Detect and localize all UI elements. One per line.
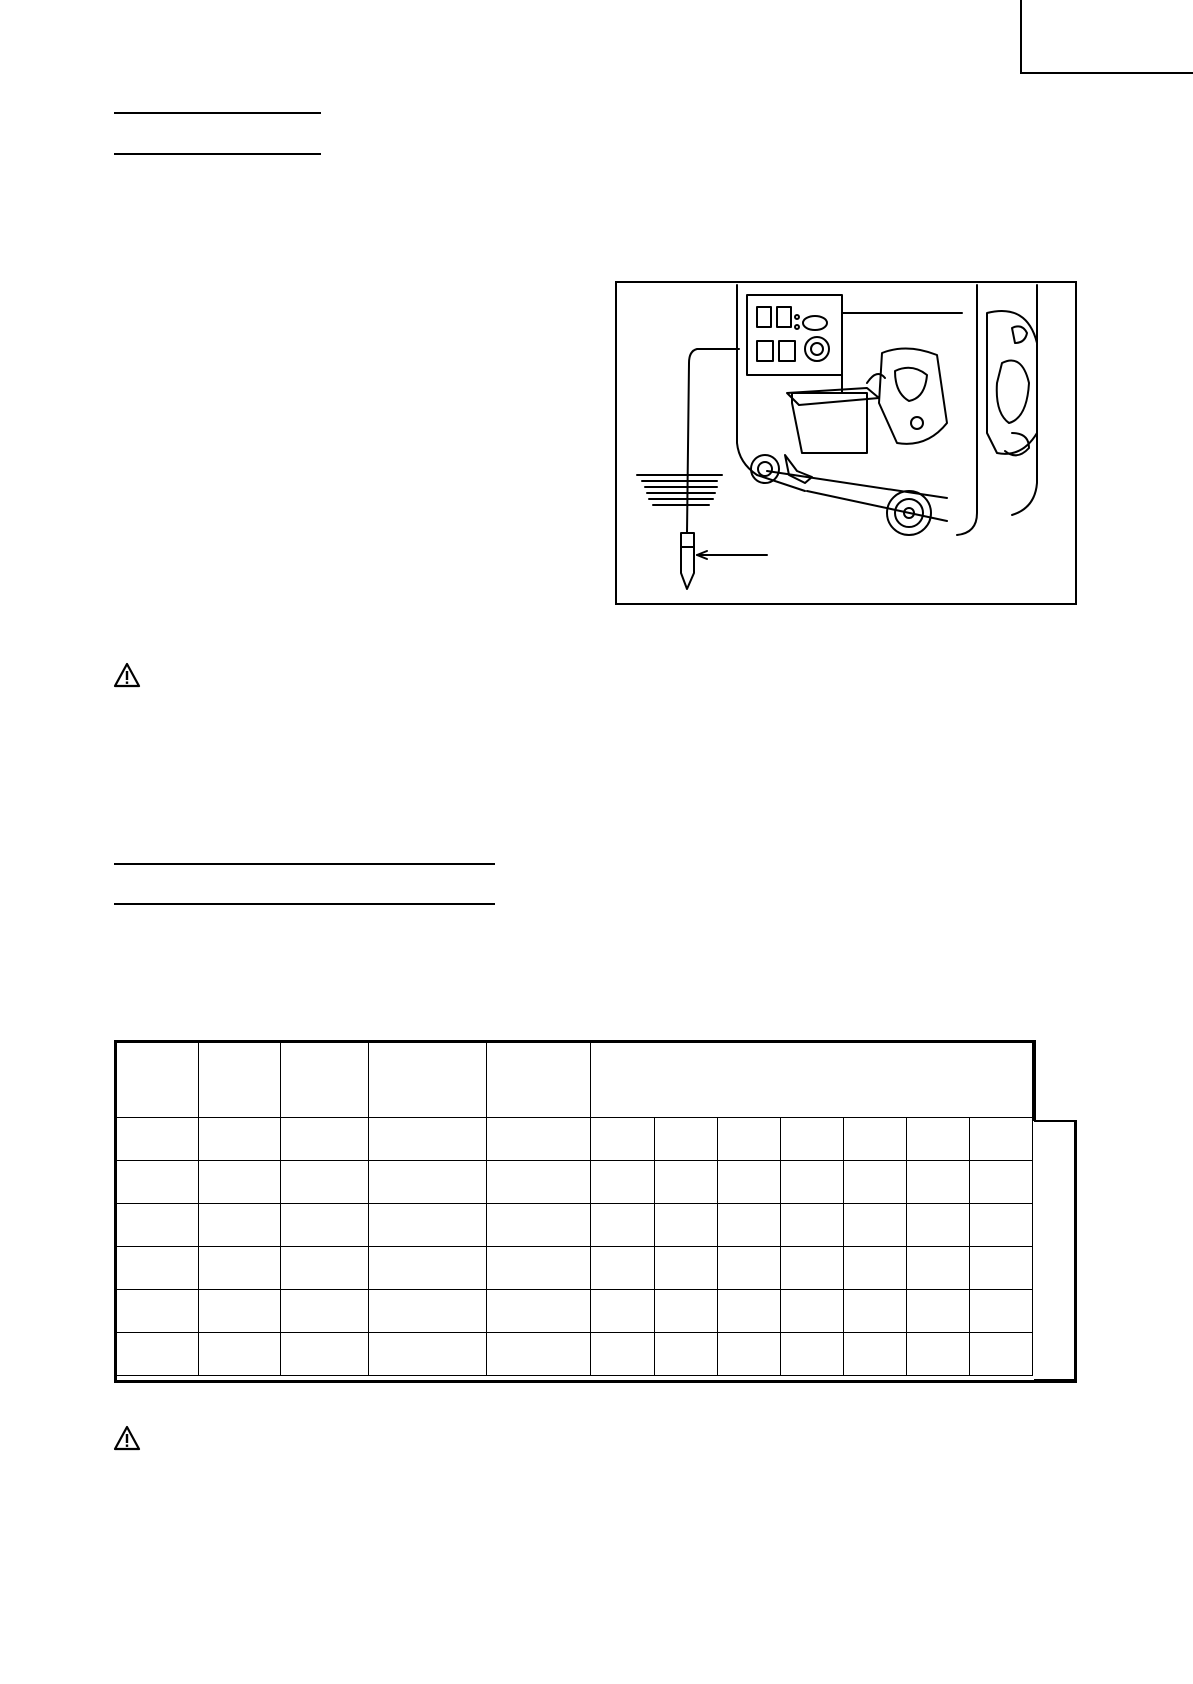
table-cell <box>591 1333 655 1376</box>
table-cell <box>115 1290 199 1333</box>
table-cell <box>970 1204 1033 1247</box>
table-cell <box>591 1247 655 1290</box>
table-cell <box>718 1204 781 1247</box>
table-cell <box>844 1204 907 1247</box>
table-cell <box>487 1161 591 1204</box>
table-cell <box>844 1290 907 1333</box>
table-cell <box>844 1161 907 1204</box>
table-cell <box>369 1161 487 1204</box>
table-cell <box>199 1118 281 1161</box>
warning-triangle-icon <box>113 662 141 688</box>
table-header-cell <box>281 1041 369 1118</box>
table-cell <box>199 1204 281 1247</box>
warning-triangle-icon <box>113 1425 141 1451</box>
table-frame-right-extension <box>1034 1120 1077 1382</box>
table-cell <box>655 1333 718 1376</box>
table-frame-bottom <box>114 1380 1077 1383</box>
table-header-row <box>115 1041 1033 1118</box>
table-cell <box>487 1333 591 1376</box>
table-header-cell <box>487 1041 591 1118</box>
table-header-cell <box>199 1041 281 1118</box>
table-cell <box>199 1161 281 1204</box>
section-heading-rule-top <box>114 112 321 114</box>
table-cell <box>281 1204 369 1247</box>
table-cell <box>655 1290 718 1333</box>
table-header-cell <box>115 1041 199 1118</box>
table-row <box>115 1204 1033 1247</box>
table-cell <box>907 1118 970 1161</box>
table-cell <box>781 1247 844 1290</box>
table-cell <box>655 1204 718 1247</box>
table-cell <box>115 1118 199 1161</box>
table-cell <box>718 1118 781 1161</box>
table-cell <box>281 1247 369 1290</box>
table-cell <box>781 1290 844 1333</box>
table-cell <box>281 1290 369 1333</box>
table-cell <box>907 1333 970 1376</box>
table-cell <box>369 1333 487 1376</box>
table-cell <box>591 1290 655 1333</box>
table-cell <box>781 1204 844 1247</box>
table-frame-right-header <box>1033 1040 1036 1121</box>
table-cell <box>591 1118 655 1161</box>
table-cell <box>655 1118 718 1161</box>
table-header-cell <box>591 1041 1033 1118</box>
table-cell <box>199 1333 281 1376</box>
table-cell <box>487 1204 591 1247</box>
table-cell <box>115 1333 199 1376</box>
table-cell <box>115 1204 199 1247</box>
table-cell <box>718 1161 781 1204</box>
table-cell <box>369 1118 487 1161</box>
table-cell <box>487 1118 591 1161</box>
table-cell <box>781 1161 844 1204</box>
table-cell <box>591 1161 655 1204</box>
table-cell <box>970 1118 1033 1161</box>
table-frame-top <box>114 1040 1034 1043</box>
table-cell <box>369 1204 487 1247</box>
table-row <box>115 1247 1033 1290</box>
table-cell <box>907 1204 970 1247</box>
table-row <box>115 1118 1033 1161</box>
table-header-cell <box>369 1041 487 1118</box>
table-cell <box>655 1247 718 1290</box>
table-cell <box>970 1290 1033 1333</box>
table-cell <box>844 1333 907 1376</box>
table-cell <box>369 1247 487 1290</box>
table-cell <box>970 1333 1033 1376</box>
table-cell <box>970 1161 1033 1204</box>
table-cell <box>907 1247 970 1290</box>
table-cell <box>907 1290 970 1333</box>
table-cell <box>781 1333 844 1376</box>
table-cell <box>281 1333 369 1376</box>
table-cell <box>718 1290 781 1333</box>
table-cell <box>115 1247 199 1290</box>
table-cell <box>844 1247 907 1290</box>
table-cell <box>487 1290 591 1333</box>
generator-grounding-figure <box>615 281 1077 605</box>
section-heading-rule-bottom <box>114 903 495 905</box>
table-cell <box>718 1247 781 1290</box>
table-cell <box>655 1161 718 1204</box>
table-row <box>115 1333 1033 1376</box>
table-cell <box>591 1204 655 1247</box>
table-row <box>115 1161 1033 1204</box>
section-heading-rule-bottom <box>114 153 321 155</box>
table-cell <box>970 1247 1033 1290</box>
table-row <box>115 1290 1033 1333</box>
table-cell <box>199 1247 281 1290</box>
generator-illustration <box>617 283 1075 603</box>
section-heading-rule-top <box>114 863 495 865</box>
table-cell <box>281 1161 369 1204</box>
table-cell <box>281 1118 369 1161</box>
table-cell <box>199 1290 281 1333</box>
table-cell <box>718 1333 781 1376</box>
table-cell <box>781 1118 844 1161</box>
spec-table <box>114 1040 1033 1376</box>
table-cell <box>844 1118 907 1161</box>
table-cell <box>115 1161 199 1204</box>
table-frame-left <box>114 1040 117 1382</box>
table-cell <box>369 1290 487 1333</box>
table-cell <box>487 1247 591 1290</box>
page-corner-tab <box>1020 0 1193 74</box>
table-cell <box>907 1161 970 1204</box>
